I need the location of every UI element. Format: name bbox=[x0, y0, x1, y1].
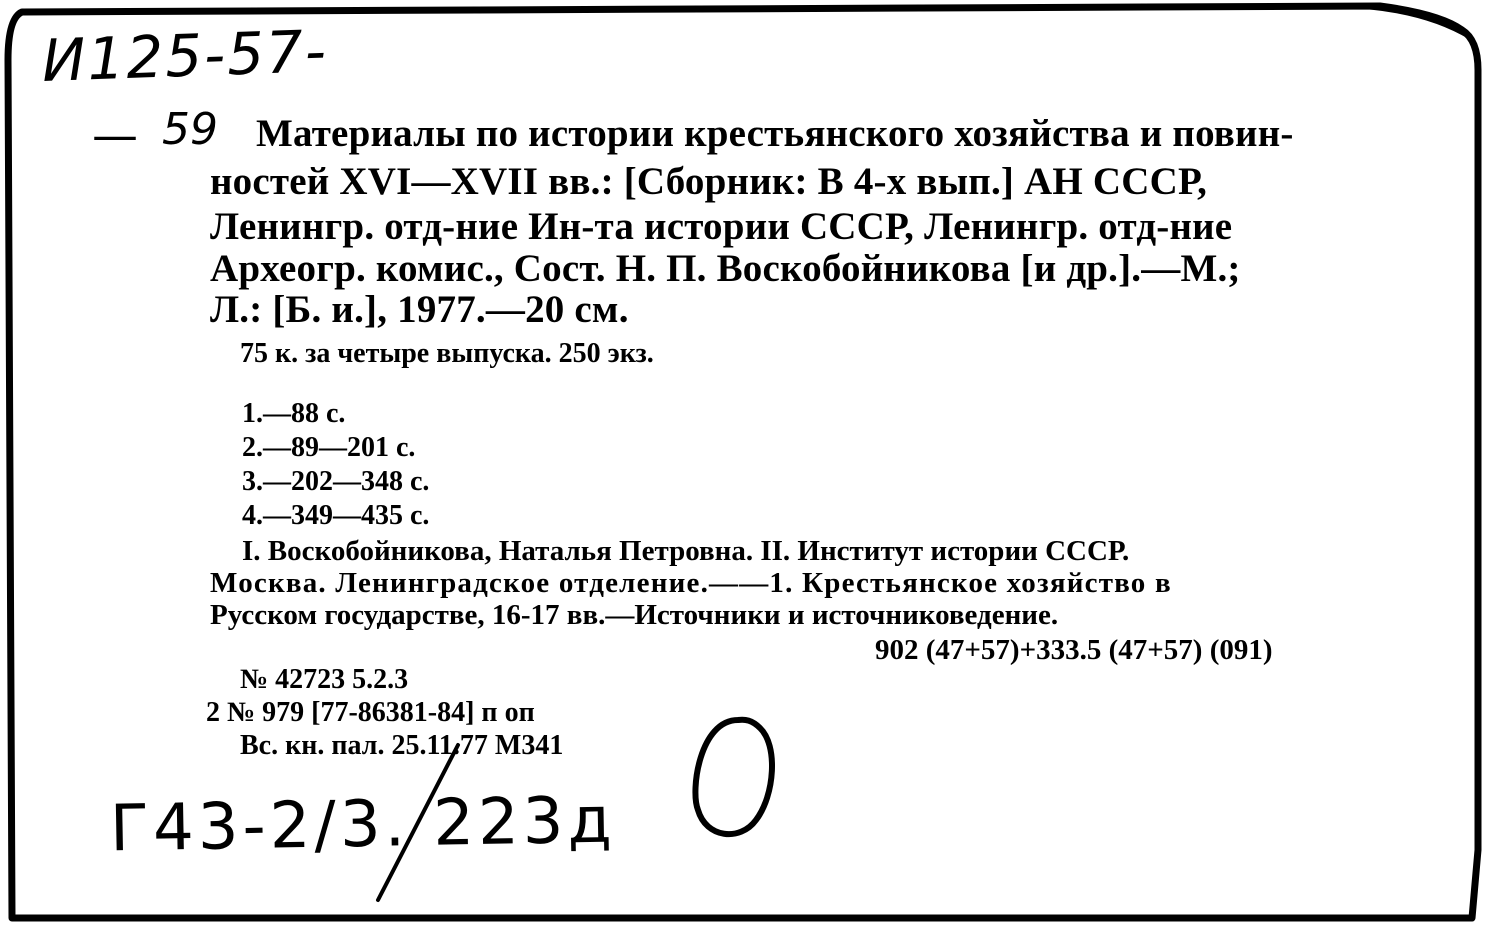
classification-index: 902 (47+57)+333.5 (47+57) (091) bbox=[875, 634, 1273, 666]
handwritten-location-code: Г43-2/3. 223д bbox=[109, 783, 617, 867]
price-line: 75 к. за четыре выпуска. 250 экз. bbox=[240, 338, 654, 369]
handwritten-shelf-code: И125-57- bbox=[40, 17, 329, 95]
title-line-4: Археогр. комис., Сост. Н. П. Воскобойникова [и др.].—М.; bbox=[210, 247, 1241, 290]
record-number: № 42723 5.2.3 bbox=[240, 664, 409, 695]
handwritten-oval bbox=[695, 720, 772, 834]
handwritten-item-number: 59 bbox=[162, 104, 218, 155]
handwritten-slash bbox=[378, 745, 458, 900]
title-line-5: Л.: [Б. и.], 1977.—20 см. bbox=[210, 288, 629, 331]
title-line-2: ностей XVI—XVII вв.: [Сборник: В 4-х вып.] АН СССР, bbox=[210, 160, 1208, 203]
title-line-1: Материалы по истории крестьянского хозяйства и повин- bbox=[256, 112, 1294, 155]
subject-line-1: I. Воскобойникова, Наталья Петровна. II. Институт истории СССР. bbox=[242, 535, 1130, 567]
chamber-line: Вс. кн. пал. 25.11.77 М341 bbox=[240, 730, 564, 761]
title-line-3: Ленингр. отд-ние Ин-та истории СССР, Ленингр. отд-ние bbox=[210, 205, 1233, 248]
volume-item: 2.—89—201 с. bbox=[242, 432, 416, 463]
subject-line-2: Москва. Ленинградское отделение.——1. Крестьянское хозяйство в bbox=[210, 567, 1172, 599]
volume-item: 1.—88 с. bbox=[242, 398, 346, 429]
handwritten-dash: — bbox=[92, 108, 138, 162]
volume-item: 4.—349—435 с. bbox=[242, 500, 430, 531]
registry-line: 2 № 979 [77-86381-84] п оп bbox=[206, 697, 535, 728]
subject-line-3: Русском государстве, 16-17 вв.—Источники и источниковедение. bbox=[210, 599, 1059, 631]
volume-item: 3.—202—348 с. bbox=[242, 466, 430, 497]
